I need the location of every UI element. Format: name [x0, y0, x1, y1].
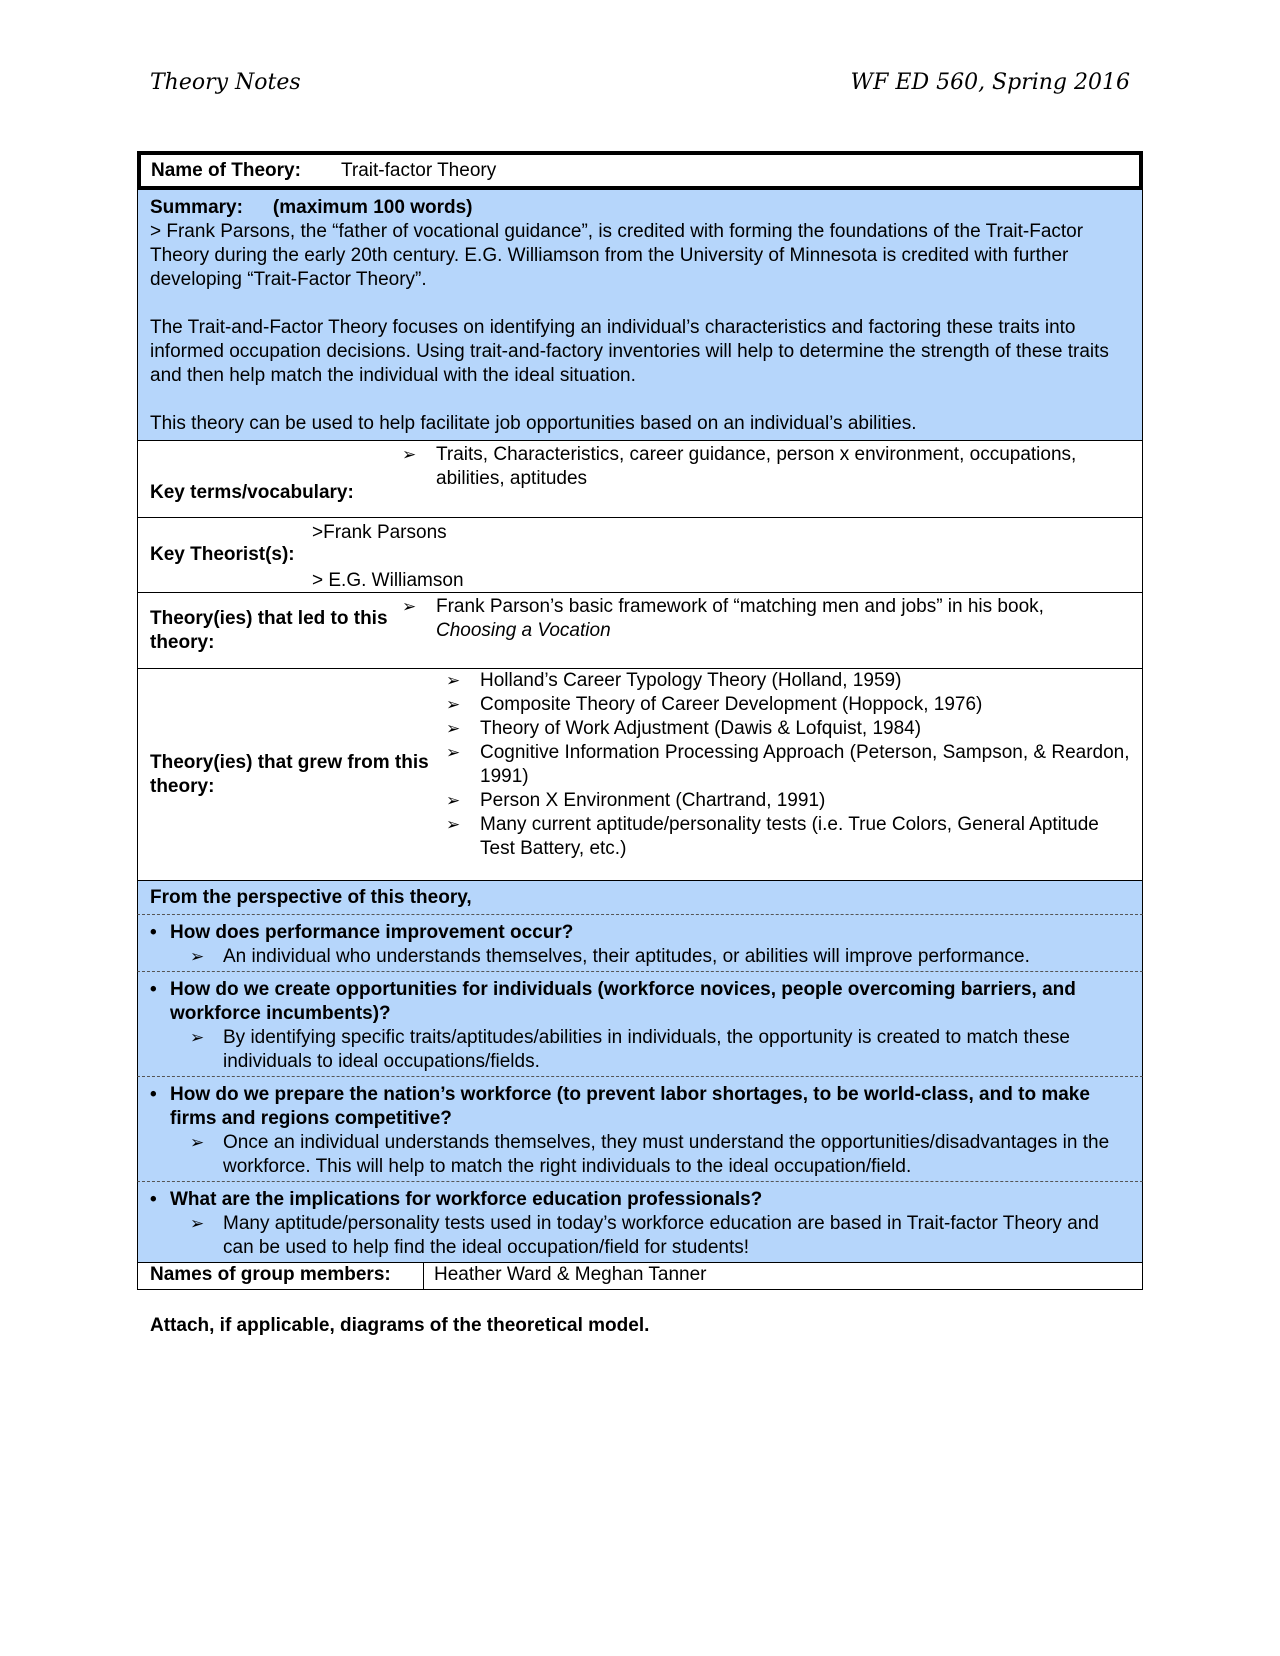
- summary-heading: [150, 196, 1130, 220]
- answer-text: ➢ Many aptitude/personality tests used in today’s workforce education are based in Trait-factor Theory and can be used to help find the ideal occupation/field for students!: [170, 1212, 1130, 1260]
- key-terms-row: [137, 441, 1143, 518]
- summary-section: [137, 190, 1143, 441]
- header-title: Theory Notes: [150, 70, 301, 95]
- answer-text: ➢ By identifying specific traits/aptitudes/abilities in individuals, the opportunity is created to match these individuals to ideal occupations/fields.: [170, 1026, 1130, 1074]
- key-theorist-item: > E.G. Williamson: [312, 570, 464, 591]
- question-text: • How does performance improvement occur?: [150, 921, 1130, 945]
- question-block: [137, 972, 1143, 1077]
- group-members-value: Heather Ward & Meghan Tanner: [434, 1264, 707, 1285]
- answer-text: ➢ An individual who understands themselves, their aptitudes, or abilities will improve performance.: [170, 945, 1130, 969]
- question-text: • How do we create opportunities for individuals (workforce novices, people overcoming barriers, and workforce incumbents)?: [150, 978, 1130, 1026]
- grew-from-item: ➢ Composite Theory of Career Development (Hoppock, 1976): [436, 693, 1132, 717]
- question-block: [137, 1077, 1143, 1182]
- group-members-label: Names of group members:: [138, 1263, 424, 1289]
- header-course: WF ED 560, Spring 2016: [850, 70, 1130, 95]
- group-members-row: [137, 1262, 1143, 1290]
- grew-from-row: [137, 669, 1143, 881]
- grew-from-item: ➢ Cognitive Information Processing Approach (Peterson, Sampson, & Reardon, 1991): [436, 741, 1132, 789]
- answer-text: ➢ Once an individual understands themselves, they must understand the opportunities/disadvantages in the workforce. This will help to match the right individuals to the ideal occupation/field.: [170, 1131, 1130, 1179]
- led-to-row: [137, 593, 1143, 669]
- summary-paragraph: The Trait-and-Factor Theory focuses on identifying an individual’s characteristics and factoring these traits into informed occupation decisions. Using trait-and-factory inventories will help to determine the strength of these traits and then help match the individual with the ideal situation.: [150, 317, 1109, 386]
- key-terms-label: Key terms/vocabulary:: [150, 482, 354, 503]
- question-block: [137, 1182, 1143, 1262]
- led-to-book: Choosing a Vocation: [436, 620, 611, 641]
- key-theorists-label: Key Theorist(s):: [150, 544, 295, 565]
- attach-note: Attach, if applicable, diagrams of the theoretical model.: [150, 1315, 650, 1336]
- question-text: • What are the implications for workforce education professionals?: [150, 1188, 1130, 1212]
- summary-limit: (maximum 100 words): [272, 197, 473, 218]
- grew-from-item: ➢ Many current aptitude/personality tests (i.e. True Colors, General Aptitude Test Battery, etc.): [436, 813, 1132, 861]
- summary-paragraph: This theory can be used to help facilitate job opportunities based on an individual’s abilities.: [150, 413, 917, 434]
- summary-paragraph: > Frank Parsons, the “father of vocational guidance”, is credited with forming the foundations of the Trait-Factor Theory during the early 20th century. E.G. Williamson from the University of Minnesota is credited with further developing “Trait-Factor Theory”.: [150, 221, 1084, 290]
- perspective-heading: From the perspective of this theory,: [137, 881, 1143, 915]
- grew-from-list: [436, 669, 1132, 861]
- name-of-theory-row: [137, 151, 1143, 190]
- theory-form: [137, 151, 1143, 1290]
- name-of-theory-value: Trait-factor Theory: [341, 159, 497, 181]
- grew-from-label: Theory(ies) that grew from this theory:: [150, 751, 429, 797]
- key-theorist-item: >Frank Parsons: [312, 522, 447, 543]
- question-text: • How do we prepare the nation’s workforce (to prevent labor shortages, to be world-class, and to make firms and regions competitive?: [150, 1083, 1130, 1131]
- key-theorists-row: [137, 518, 1143, 593]
- grew-from-item: ➢ Person X Environment (Chartrand, 1991): [436, 789, 1132, 813]
- question-block: [137, 915, 1143, 972]
- grew-from-item: ➢ Theory of Work Adjustment (Dawis & Lofquist, 1984): [436, 717, 1132, 741]
- key-terms-item: ➢ Traits, Characteristics, career guidance, person x environment, occupations, abilities, aptitudes: [392, 443, 1132, 491]
- summary-label: Summary:: [150, 197, 243, 218]
- led-to-text: Frank Parson’s basic framework of “matching men and jobs” in his book,: [436, 596, 1044, 617]
- led-to-label: Theory(ies) that led to this theory:: [150, 607, 388, 653]
- name-of-theory-label: Name of Theory:: [151, 159, 301, 181]
- grew-from-item: ➢ Holland’s Career Typology Theory (Holland, 1959): [436, 669, 1132, 693]
- led-to-item: [392, 595, 1132, 643]
